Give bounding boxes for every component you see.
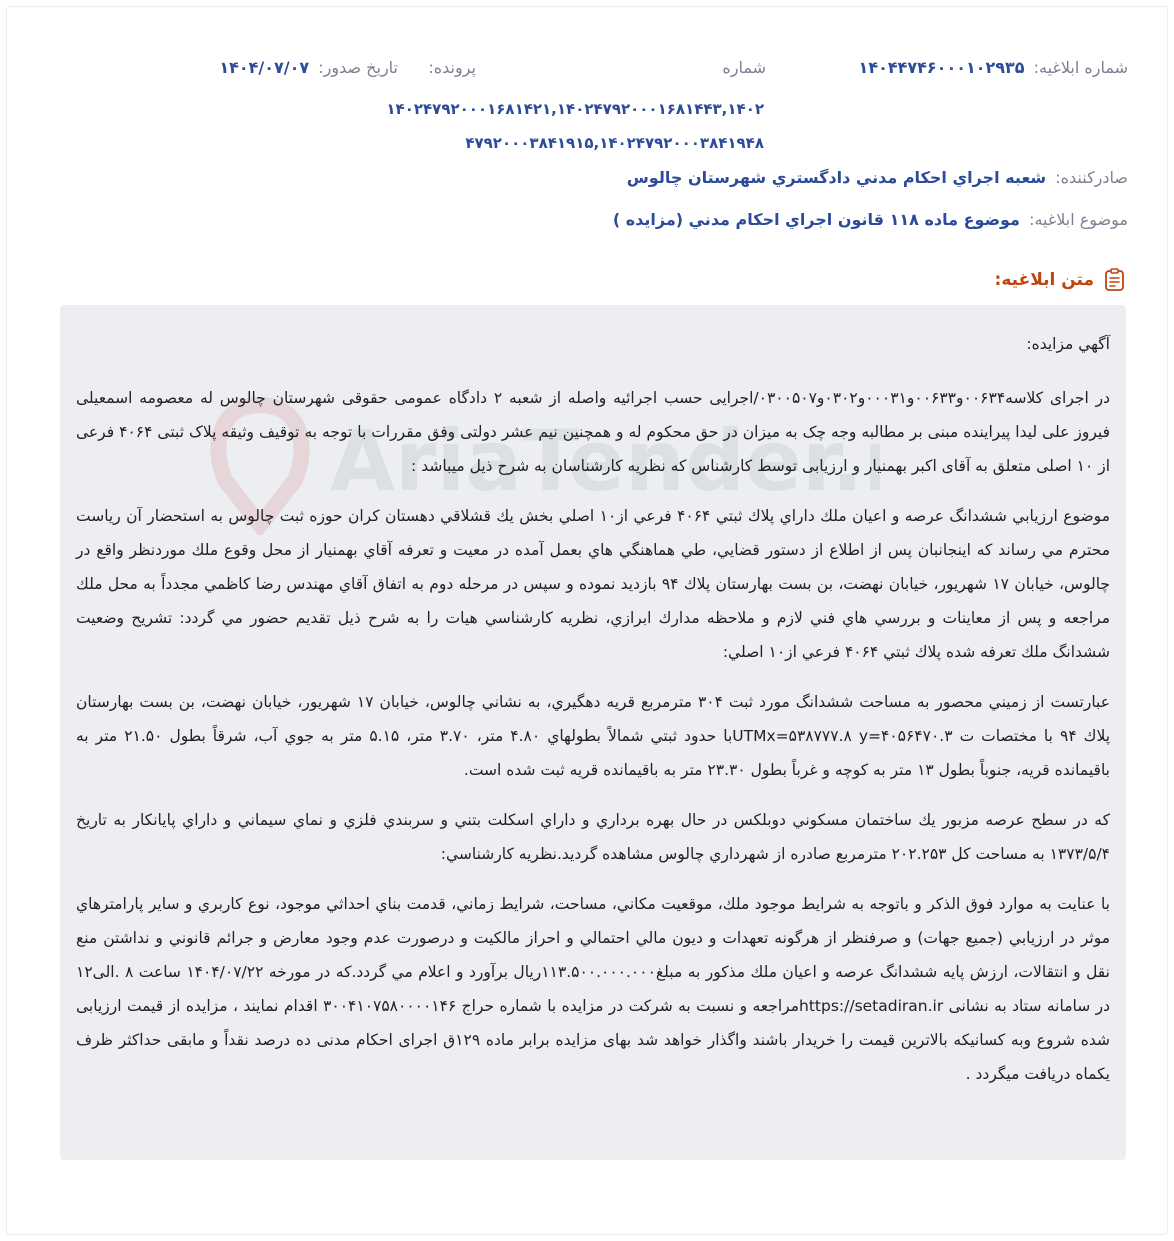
notice-number <box>859 58 1128 77</box>
case-numbers-line-2: ۴۷۹۲۰۰۰۳۸۴۱۹۱۵,۱۴۰۲۴۷۹۲۰۰۰۳۸۴۱۹۴۸ <box>465 134 764 152</box>
notice-number-label: شماره ابلاغيه: <box>1033 58 1128 77</box>
watermark-text: AriaTender. <box>330 412 864 510</box>
document-icon <box>1102 267 1128 293</box>
issuer-row <box>627 168 1128 187</box>
case-numbers <box>384 92 764 160</box>
subject-value: موضوع ماده ۱۱۸ قانون اجراي احکام مدني (مزايده ) <box>612 210 1020 229</box>
paragraph-4: كه در سطح عرصه مزبور يك ساختمان مسكوني دوبلكس در حال بهره برداري و داراي اسكلت بتني و سربندي فلزي و نماي سيماني و داراي پايانكار به تاريخ ۱۳۷۳/۵/۴ به مساحت كل ۲۰۲.۲۵۳ مترمربع صادره از شهرداري چالوس مشاهده گرديد.نظريه كارشناسي: <box>76 811 1110 863</box>
paragraph-5: با عنايت به موارد فوق الذكر و باتوجه به شرايط موجود ملك، موقعيت مكاني، مساحت، شرايط زماني، قدمت بناي احداثي موجود، نوع كاربري و ساير پارامترهاي موثر در ارزيابي (جميع جهات) و صرفنظر از هرگونه تعهدات و ديون مالي احتمالي و احراز مالكيت و درصورت عدم وجود معارض و جرائم قانوني و نداشتن منع نقل و انتقالات، ارزش پايه ششدانگ عرصه و اعيان ملك مذكور به مبلغ۱۱۳.۵۰۰.۰۰۰.۰۰۰ريال برآورد و اعلام مي گردد.كه در مورخه ۱۴۰۴/۰۷/۲۲ ساعت ۸ .الی۱۲ در سامانه ستاد به نشانی https://setadiran.irمراجعه و نسبت به شرکت در مزایده با شماره حراج ۳۰۰۴۱۰۷۵۸۰۰۰۰۱۴۶ اقدام نمایند ، مزایده از قیمت ارزیابی شده شروع وبه کسانیکه بالاترین قیمت را خریدار باشند واگذار خواهد شد بهای مزایده برابر ماده ۱۲۹ق اجرای احکام مدنی ده درصد نقداً و مابقی حداکثر ظرف یکماه دریافت میگردد . <box>76 895 1111 1083</box>
issue-date-value: ۱۴۰۴/۰۷/۰۷ <box>219 58 310 77</box>
notice-meta <box>60 58 1128 84</box>
auction-heading: آگهي مزايده: <box>1026 335 1110 353</box>
notice-content-box <box>60 305 1126 1160</box>
issuer-label: صادرکننده: <box>1055 168 1128 187</box>
issue-date-label: تاريخ صدور: <box>318 58 398 77</box>
paragraph-1: در اجرای کلاسه۰۰۶۳۴و۰۰۶۳۳و۰۰۰۳۱و۰۳۰۲و۰۳۰۰۵۰۷/اجرایی حسب اجرائیه واصله از شعبه ۲ دادگاه عمومی حقوقی شهرستان چالوس له معصومه اسمعیلی فیروز علی لیدا پیراینده مبنی بر مطالبه وجه چک به میزان در حق محکوم له و همچنین نیم عشر دولتی وفق مقررات با توجه به توقیف وثیقه پلاک ثبتی ۴۰۶۴ فرعی از ۱۰ اصلی متعلق به آقای اکبر بهمنیار و ارزیابی توسط کارشناس که نظریه کارشناسان به شرح ذیل میباشد : <box>76 389 1111 475</box>
issuer-value: شعبه اجراي احکام مدني دادگستري شهرستان چالوس <box>626 168 1047 187</box>
case-number-label: شماره <box>722 58 766 77</box>
paragraph-2: موضوع ارزيابي ششدانگ عرصه و اعيان ملك داراي پلاك ثبتي ۴۰۶۴ فرعي از۱۰ اصلي بخش يك قشلاقي دهستان كران حوزه ثبت چالوس به استحضار آن رياست محترم مي رساند كه اينجانبان پس از اطلاع از دستور قضايي، طي هماهنگي هاي بعمل آمده در معيت و تعرفه آقاي بهمنيار از محل وقوع ملك موردنظر واقع در چالوس، خيابان ۱۷ شهريور، خيابان نهضت، بن بست بهارستان پلاك ۹۴ بازديد نموده و سپس در مرحله دوم به اتفاق آقاي مهندس رضا كاظمي مجدداً به محل ملك مراجعه و پس از معاينات و بررسي هاي فني لازم و ملاحظه مدارك ابرازي، نظريه كارشناسي هيات را به شرح ذيل تقديم حضور مي گردد: تشريح وضعيت ششدانگ ملك تعرفه شده پلاك ثبتي ۴۰۶۴ فرعي از۱۰ اصلي: <box>76 507 1110 661</box>
notice-body <box>60 305 1126 1091</box>
file-label: پرونده: <box>428 58 476 77</box>
notice-number-value: ۱۴۰۴۴۷۴۶۰۰۰۱۰۲۹۳۵ <box>858 58 1025 77</box>
case-numbers-line-1: ۱۴۰۲۴۷۹۲۰۰۰۱۶۸۱۴۲۱,۱۴۰۲۴۷۹۲۰۰۰۱۶۸۱۴۴۳,۱۴۰۲ <box>386 100 764 118</box>
subject-label: موضوع ابلاغيه: <box>1029 210 1128 229</box>
subject-row <box>613 210 1128 229</box>
notice-text-title: متن ابلاغيه: <box>994 270 1094 290</box>
notice-text-heading <box>995 266 1128 294</box>
issue-date <box>219 58 398 77</box>
paragraph-3: عبارتست از زميني محصور به مساحت ششدانگ مورد ثبت ۳۰۴ مترمربع قريه دهگيري، به نشاني چالوس، خيابان ۱۷ شهريور، خيابان نهضت، بن بست بهارستان پلاك ۹۴ با مختصات ت UTMx=۵۳۸۷۷۷.۸ y=۴۰۵۶۴۷۰.۳با حدود ثبتي شمالاً بطولهاي ۴.۸۰ متر، ۳.۷۰ متر، ۵.۱۵ متر به جوي آب، شرقاً بطول ۲۱.۵۰ متر به باقيمانده قريه، جنوباً بطول ۱۳ متر به كوچه و غرباً بطول ۲۳.۳۰ متر به باقيمانده قريه ثبت شده است. <box>76 693 1111 779</box>
